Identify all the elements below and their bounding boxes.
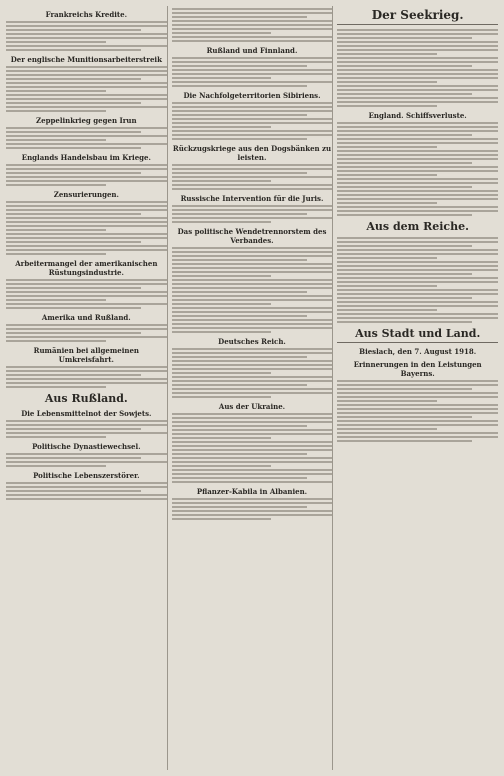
article-text [172,413,333,483]
section-heading: Rückzugskriege aus den Dogsbänken zu leisten. [172,144,332,162]
section-heading: Russische Intervention für die Juris. [180,194,324,203]
article-text [337,122,498,216]
section-heading: Aus Stadt und Land. [337,327,498,343]
section-heading: Rumänien bei allgemeinen Umkreisfahrt. [33,346,140,364]
column-1 [6,6,168,770]
section-heading: Die Lebensmittelnot der Sowjets. [21,409,152,418]
article-text [172,57,333,87]
article-text [172,102,333,140]
article-text [337,380,498,442]
section-heading: Aus Rußland. [44,392,128,405]
section-heading: Amerika und Rußland. [41,313,131,322]
section-heading: Rußland und Finnland. [206,46,298,55]
article-text [172,498,333,520]
section-heading: Zensurierungen. [53,190,119,199]
article-text [6,324,167,342]
article-text [337,29,498,107]
article-text [6,201,167,255]
section-heading: Politische Dynastiewechsel. [32,442,141,451]
article-text [6,21,167,51]
section-heading: Deutsches Reich. [218,337,286,346]
section-heading: Der Seekrieg. [337,8,498,25]
section-heading: Der englische Munitionsarbeiterstreik [10,55,162,64]
section-heading: Zeppelinkrieg gegen Irun [36,116,137,125]
section-heading: Die Nachfolgeterritorien Sibiriens. [183,91,321,100]
column-layout [6,6,498,770]
article-text [6,66,167,112]
article-text [6,164,167,186]
article-text [6,453,167,467]
section-heading: Das politische Wendetrennorstem des Verbandes. [177,227,327,245]
article-text [172,205,333,223]
article-text [172,8,333,42]
section-heading: England. Schiffsverluste. [368,111,467,120]
section-heading: Aus dem Reiche. [366,220,469,233]
article-text [172,247,333,333]
article-text [6,366,167,388]
section-heading: Pflanzer-Kabila in Albanien. [196,487,308,496]
section-heading: Frankreichs Kredite. [45,10,128,19]
article-text [172,348,333,398]
section-heading: Arbeitermangel der amerikanischen Rüstungsindustrie. [15,259,158,277]
section-heading: Politische Lebenszerstörer. [33,471,140,480]
section-heading: Englands Handelsbau im Kriege. [21,153,151,162]
article-text [6,279,167,309]
article-text [6,420,167,438]
column-2 [172,6,334,770]
column-3 [337,6,498,770]
section-heading: Erinnerungen in den Leistungen Bayerns. [353,360,482,378]
article-text [6,482,167,500]
article-text [6,127,167,149]
article-text [172,164,333,190]
section-heading: Aus der Ukraine. [218,402,286,411]
article-text [337,237,498,323]
dateline: Bieslach, den 7. August 1918. [359,347,477,356]
